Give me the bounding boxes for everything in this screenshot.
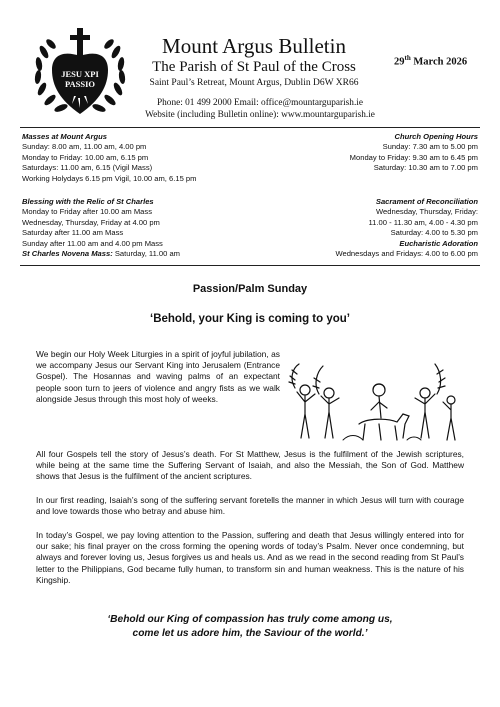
bulletin-title: Mount Argus Bulletin bbox=[162, 34, 346, 58]
parish-name: The Parish of St Paul of the Cross bbox=[152, 59, 356, 75]
paragraph-gospels: All four Gospels tell the story of Jesus’s death. For St Matthew, Jesus is the fulfilment of the Jewish scriptures, while being at the same time the Suffering Servant of Isaiah, and also the Messiah, the Son of God. Matthew shows that Jesus is the fulfilment of the ancient scriptures. bbox=[36, 449, 464, 482]
opening-hours-line: Monday to Friday: 9.30 am to 6.45 pm bbox=[349, 152, 478, 162]
novena-mass-label: St Charles Novena Mass: bbox=[22, 249, 113, 259]
contact-info bbox=[130, 97, 390, 121]
masses-section bbox=[22, 132, 262, 184]
bulletin-date bbox=[394, 54, 467, 68]
logo-text-1: JESU XPI bbox=[61, 69, 99, 79]
date-month-year: March 2026 bbox=[410, 56, 468, 68]
reconciliation-line: Wednesday, Thursday, Friday: bbox=[376, 207, 478, 217]
opening-hours-section bbox=[270, 132, 478, 174]
novena-mass-time: Saturday, 11.00 am bbox=[112, 249, 181, 259]
website-line: Website (including Bulletin online): www.mountarguparish.ie bbox=[145, 110, 375, 120]
date-day: 29 bbox=[394, 56, 405, 68]
date-suffix: th bbox=[404, 54, 411, 62]
info-divider bbox=[20, 265, 480, 266]
closing-line-1: ‘Behold our King of compassion has truly come among us, bbox=[107, 614, 393, 625]
masses-heading: Masses at Mount Argus bbox=[22, 132, 107, 141]
logo-text-2: PASSIO bbox=[64, 79, 96, 89]
relic-blessing-line: Wednesday, Thursday, Friday at 4.00 pm bbox=[22, 217, 160, 227]
paragraph-first-reading: In our first reading, Isaiah’s song of the suffering servant foretells the manner in which Jesus will turn with courage and love towards those who betray and abuse him. bbox=[36, 495, 464, 517]
parish-address: Saint Paul’s Retreat, Mount Argus, Dublin D6W XR66 bbox=[149, 78, 359, 88]
palm-sunday-entry-illustration bbox=[287, 354, 461, 444]
novena-mass-line bbox=[22, 249, 262, 259]
masses-line: Sunday: 8.00 am, 11.00 am, 4.00 pm bbox=[22, 142, 147, 152]
masses-line: Working Holydays 6.15 pm Vigil, 10.00 am, 6.15 pm bbox=[22, 173, 197, 183]
sunday-title: Passion/Palm Sunday bbox=[192, 283, 308, 295]
reconciliation-heading: Sacrament of Reconciliation bbox=[375, 197, 478, 206]
masses-line: Monday to Friday: 10.00 am, 6.15 pm bbox=[22, 152, 149, 162]
paragraph-todays-gospel: In today’s Gospel, we pay loving attention to the Passion, suffering and death that Jesus willingly entered into for our sake; his final prayer on the cross forming the opening words of today’s Psalm. Never once condemning, but always and forever loving us, Jesus forgives us and heals us. And as we read in the second reading from St Paul’s letter to the Philippians, God became fully human, to transform sin and human weakness. This is the nature of his Kingship. bbox=[36, 530, 464, 585]
reconciliation-section bbox=[270, 197, 478, 259]
opening-hours-heading: Church Opening Hours bbox=[394, 132, 478, 141]
opening-hours-line: Saturday: 10.30 am to 7.00 pm bbox=[373, 163, 478, 173]
reconciliation-line: 11.00 - 11.30 am, 4.00 - 4.30 pm bbox=[368, 217, 478, 227]
masthead bbox=[134, 34, 374, 89]
relic-blessing-heading: Blessing with the Relic of St Charles bbox=[22, 197, 154, 206]
reconciliation-line: Saturday: 4.00 to 5.30 pm bbox=[390, 228, 478, 238]
opening-hours-line: Sunday: 7.30 am to 5.00 pm bbox=[382, 142, 478, 152]
sunday-theme: ‘Behold, your King is coming to you’ bbox=[150, 313, 350, 325]
closing-line-2: come let us adore him, the Saviour of the world.’ bbox=[132, 628, 368, 639]
adoration-line: Wednesdays and Fridays: 4.00 to 6.00 pm bbox=[335, 249, 478, 259]
paragraph-intro: We begin our Holy Week Liturgies in a spirit of joyful jubilation, as we accompany Jesus our Servant King into Jerusalem (Entrance Gospel). The Hosannas and waving palms of an expectant people soon turn to jeers of violence and angry fists as we walk alongside Jesus through this most holy of weeks. bbox=[36, 349, 280, 404]
relic-blessing-line: Saturday after 11.00 am Mass bbox=[22, 228, 124, 238]
relic-blessing-section bbox=[22, 197, 262, 259]
passionist-emblem-logo bbox=[30, 22, 130, 122]
header-divider bbox=[20, 127, 480, 128]
closing-acclamation bbox=[40, 613, 460, 641]
masses-line: Saturdays: 11.00 am, 6.15 (Vigil Mass) bbox=[22, 163, 153, 173]
relic-blessing-line: Monday to Friday after 10.00 am Mass bbox=[22, 207, 152, 217]
relic-blessing-line: Sunday after 11.00 am and 4.00 pm Mass bbox=[22, 238, 163, 248]
adoration-heading: Eucharistic Adoration bbox=[399, 238, 478, 248]
phone-email-line: Phone: 01 499 2000 Email: office@mountarguparish.ie bbox=[156, 98, 363, 108]
